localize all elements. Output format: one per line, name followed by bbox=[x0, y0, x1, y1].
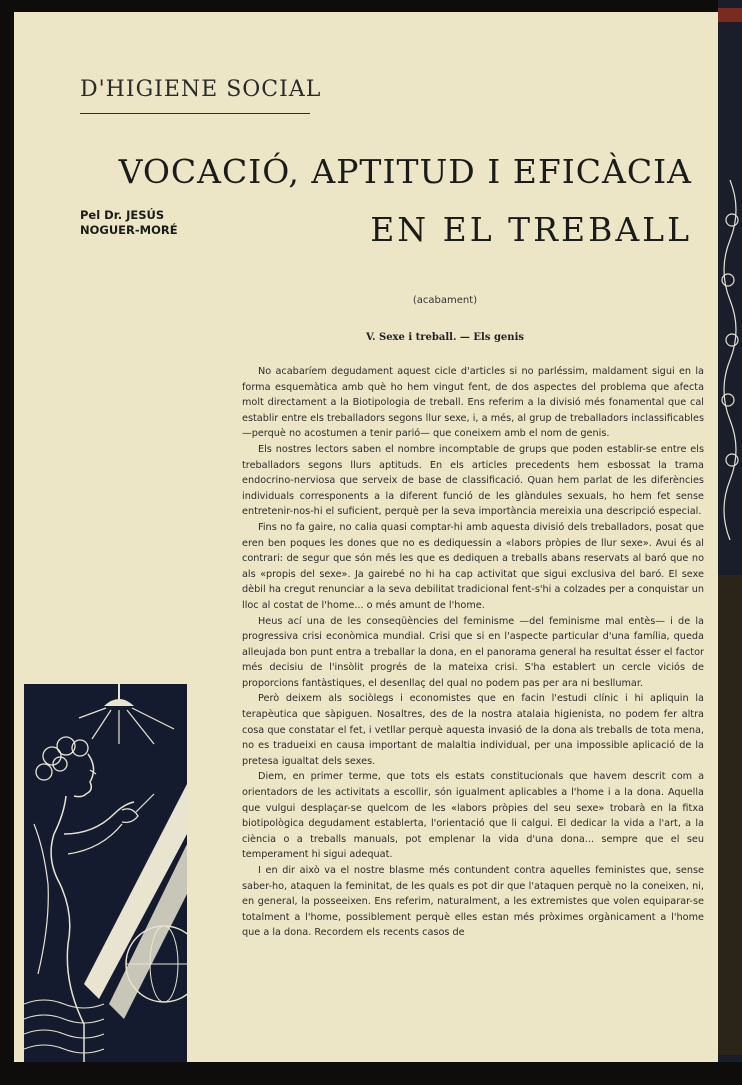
woman-working-illustration bbox=[24, 684, 187, 1064]
author-byline bbox=[80, 208, 178, 238]
spine-lower-strip bbox=[718, 575, 742, 1055]
paragraph: Heus ací una de les conseqüències del feminisme —del feminisme mal entès— i de la progressiva crisi econòmica mundial. Crisi que si en l'aspecte particular d'una família, queda alleujada bon punt entra a treballar la dona, en el panorama general ha resultat ésser el factor més decisiu de l'insòlit progrés de la mateixa crisi. S'ha establert un cercle viciós de proporcions fantàstiques, el desenllaç del qual no podem pas per ara ni besllumar. bbox=[242, 615, 704, 689]
magazine-page bbox=[14, 12, 726, 1062]
article-title-line-2: EN EL TREBALL bbox=[370, 210, 692, 249]
spine-ornament bbox=[718, 180, 742, 540]
spine-red-tab bbox=[718, 8, 742, 22]
paragraph: Però deixem als sociòlegs i economistes que en facin l'estudi clínic i hi apliquin la terapèutica que sàpiguen. Nosaltres, des de la nostra atalaia higienista, no podem fer altra cosa que constatar el fet, i vetllar perquè aquesta invasió de la dona als treballs de tota mena, no es tradueixi en causa important de malaltia individual, per una impossible aplicació de la pretesa igualtat dels sexes. bbox=[242, 693, 704, 767]
paragraph: Fins no fa gaire, no calia quasi comptar-hi amb aquesta divisió dels treballadors, posat que eren ben poques les dones que no es dediquessin a «labors pròpies de llur sexe». Avui és al contrari: de segur que són més les que es dediquen a treballs abans reservats al baró que no als «propis del sexe». Ja gairebé no hi ha cap activitat que sigui exclusiva del baró. El sexe dèbil ha cregut renunciar a la seva debilitat tradicional fent-s'hi a colzades per a conquistar un lloc al costat de l'home... o més amunt de l'home. bbox=[242, 521, 704, 611]
subtitle: (acabament) bbox=[412, 295, 478, 306]
paragraph: No acabaríem degudament aquest cicle d'articles si no parléssim, maldament sigui en la forma esquemàtica amb què ho hem vingut fent, de dos aspectes del problema que afecta molt directament a la Biotipologia de treball. Ens referim a la divisió més fonamental que cal establir entre els treballadors segons llur sexe, i, a més, al grup de treballadors inclassificables —perquè no acostumen a tenir parió— que coneixem amb el nom de genis. bbox=[242, 366, 704, 440]
article-title-line-1: VOCACIÓ, APTITUD I EFICÀCIA bbox=[118, 152, 692, 191]
section-rule bbox=[80, 113, 310, 114]
author-line-1: Pel Dr. JESÚS bbox=[80, 208, 165, 222]
author-line-2: NOGUER-MORÉ bbox=[80, 223, 178, 237]
paragraph: Diem, en primer terme, que tots els estats constitucionals que havem descrit com a orientadors de les activitats a escollir, són igualment aplicables a l'home i a la dona. Aquella que vulgui desplaçar-se quelcom de les «labors pròpies del seu sexe» trobarà en la fitxa biotipològica degudament establerta, l'orientació que li calgui. El dedicar la vida a l'art, a la ciència o a treballs manuals, pot emplenar la vida d'una dona... sempre que el seu temperament hi sigui adequat. bbox=[242, 771, 704, 861]
section-label: D'HIGIENE SOCIAL bbox=[80, 77, 322, 102]
book-spine bbox=[718, 0, 742, 1085]
section-heading: V. Sexe i treball. — Els genis bbox=[366, 332, 524, 343]
article-body bbox=[242, 364, 704, 941]
bottom-edge bbox=[0, 1062, 742, 1085]
paragraph: Els nostres lectors saben el nombre incomptable de grups que poden establir-se entre els treballadors segons llurs aptituds. En els articles precedents hem esbossat la trama endocrino-nerviosa que serveix de base de classificació. Quan hem parlat de les diferències individuals corresponents a la diferent funció de les glàndules sexuals, ho hem fet sense entretenir-nos-hi el suficient, perquè per la seva importància mereixia una descripció especial. bbox=[242, 443, 704, 518]
paragraph: I en dir això va el nostre blasme més contundent contra aquelles feministes que, sense saber-ho, ataquen la feminitat, de les quals es pot dir que l'ataquen perquè no la coneixen, ni, en general, la posseeixen. Ens referim, naturalment, a les extremistes que volen equiparar-se totalment a l'home, possiblement perquè elles estan més pròximes orgànicament a l'home que a la dona. Recordem els recents casos de bbox=[242, 865, 704, 939]
